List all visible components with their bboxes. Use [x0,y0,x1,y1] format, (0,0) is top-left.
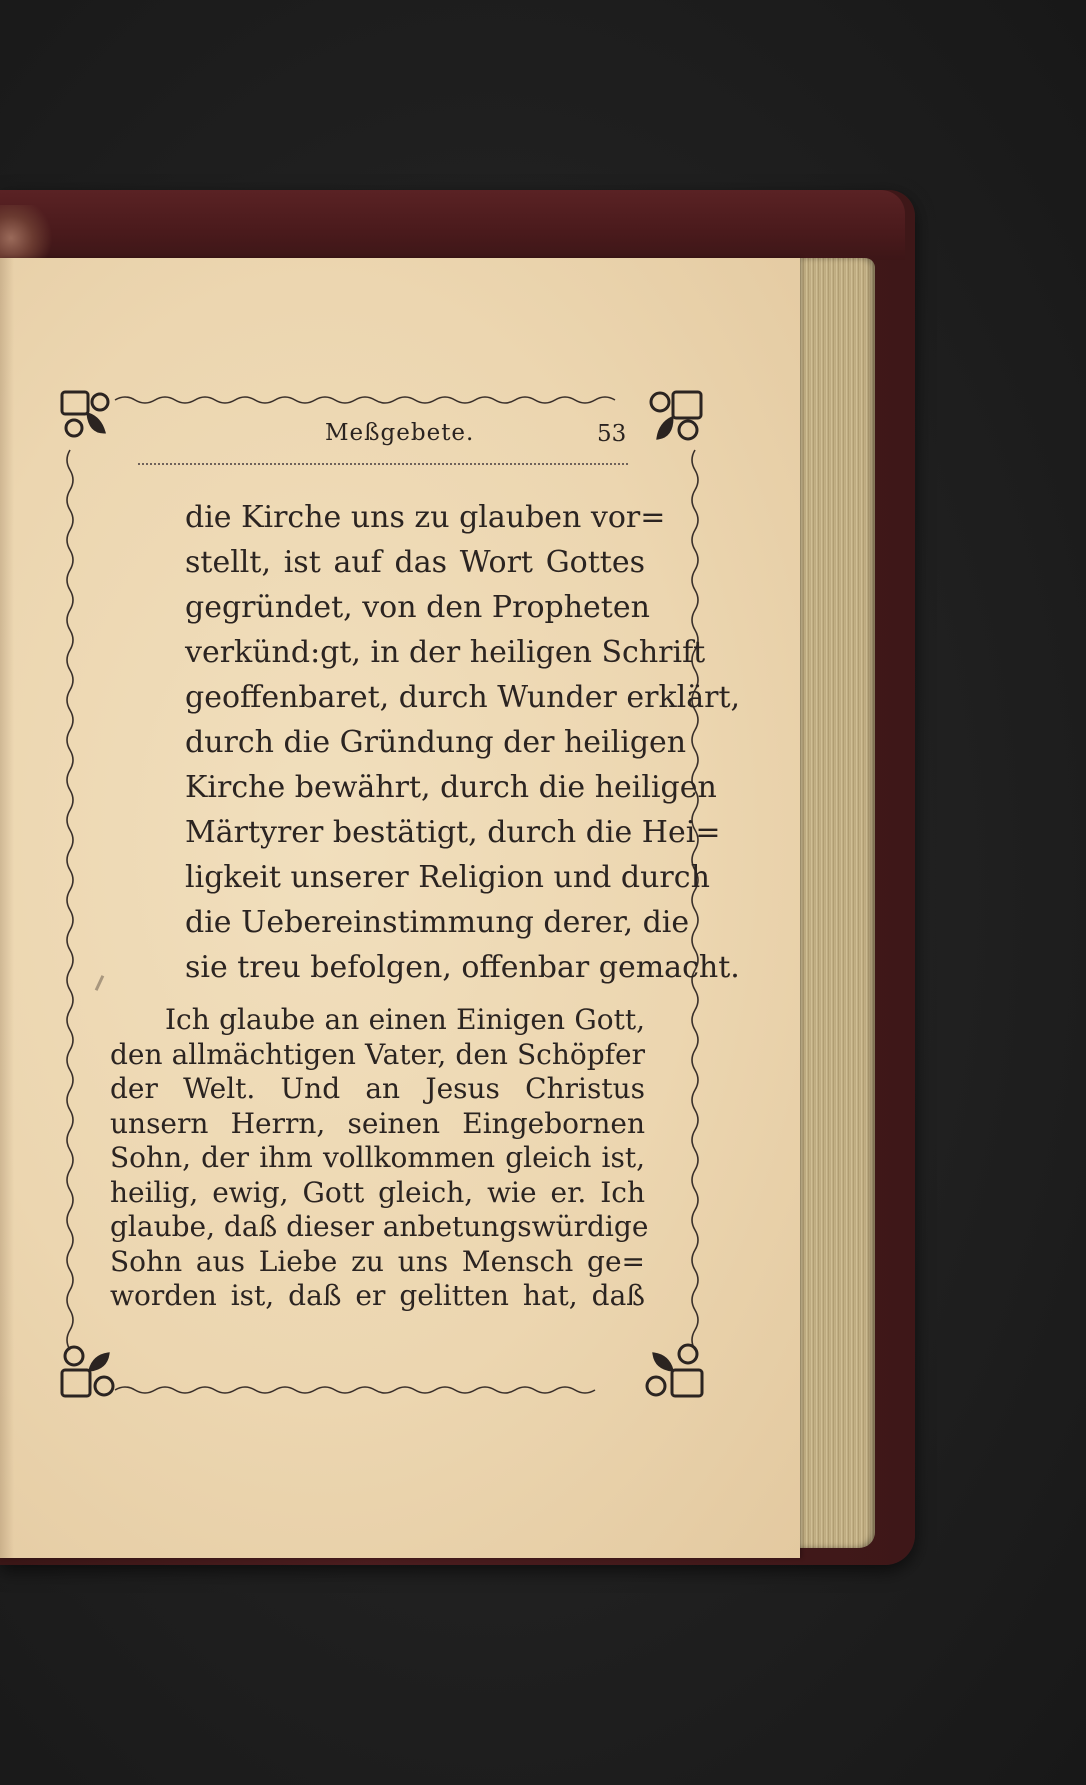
border-bottom-line [115,1387,595,1393]
text-line: gegründet, von den Propheten [185,590,650,625]
text-line: den allmächtigen Vater, den Schöpfer [110,1037,645,1071]
text-line: der Welt. Und an Jesus Christus [110,1072,645,1105]
text-line: Ich glaube an einen Einigen Gott, [165,1003,645,1036]
text-line: stellt, ist auf das Wort Gottes [185,545,645,580]
border-left-line [67,450,73,1350]
paragraph-1 [110,495,741,990]
text-line: sie treu befolgen, offenbar gemacht. [185,950,740,985]
cover-wear-spot [0,205,55,260]
floral-corner-icon-top-right [651,392,701,439]
text-line: durch die Gründung der heiligen [185,725,687,760]
book-cover-top-edge [0,190,905,260]
text-line: Sohn aus Liebe zu uns Mensch ge= [110,1244,645,1278]
text-line: heilig, ewig, Gott gleich, wie er. Ich [110,1175,645,1209]
text-line: glaube, daß dieser anbetungswürdige [110,1210,649,1243]
text-line: Kirche bewährt, durch die heiligen [185,770,717,805]
page-gutter-shadow [0,258,14,1558]
text-line: die Kirche uns zu glauben vor= [185,500,666,535]
border-right-line [692,450,698,1350]
text-line: geoffenbaret, durch Wunder erklärt, [185,680,741,715]
text-line: worden ist, daß er gelitten hat, daß [110,1279,645,1312]
text-line: verkünd:gt, in der heiligen Schrift [185,635,706,670]
text-line: ligkeit unserer Religion und durch [185,860,710,895]
floral-corner-icon-bottom-left [62,1347,113,1396]
running-header-title: Meßgebete. [325,420,475,446]
border-top-line [115,397,615,403]
text-line: Sohn, der ihm vollkommen gleich ist, [110,1141,645,1174]
header-dotted-rule [138,463,628,465]
text-line: unsern Herrn, seinen Eingebornen [110,1106,645,1140]
gilt-page-edges [795,258,875,1548]
floral-corner-icon-top-left [62,392,108,436]
floral-corner-icon-bottom-right [647,1345,702,1396]
text-line: die Uebereinstimmung derer, die [185,905,690,940]
page-number: 53 [597,421,627,447]
paragraph-2 [110,1003,649,1314]
text-line: Märtyrer bestätigt, durch die Hei= [185,815,721,850]
